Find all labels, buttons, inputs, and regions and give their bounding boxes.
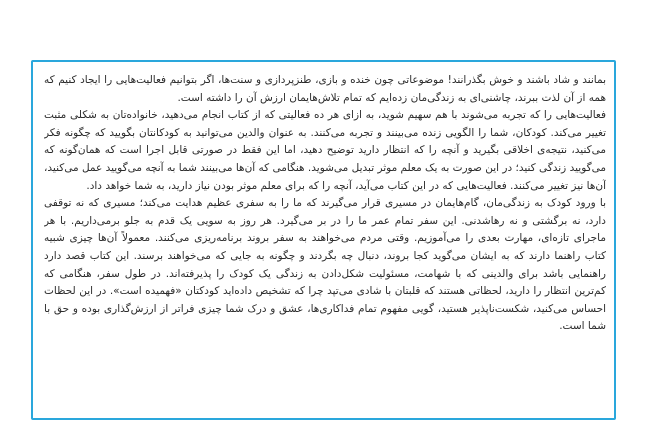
paragraph-journey: با ورود کودک به زندگی‌مان، گام‌هایمان در مسیری قرار می‌گیرند که ما را به سفری عظیم هدایت می‌کند؛ مسیری که نه توقفی دارد، نه برگشتی و نه رهاشدنی. این سفر تمام عمر ما را در بر می‌گیرد. هر روز به سویی یک قدم به جلو برمی‌داریم. با هر ماجرای تازه‌ای، مهارت بعدی را می‌آموزیم. وقتی مردم می‌خواهند به سفر بروند برنامه‌ریزی می‌کنند. معمولاً آن‌ها چیزی شبیه کتاب راهنما دارند که به ایشان می‌گوید کجا بروند، دنبال چه بگردند و چگونه به جایی که می‌خواهند برسند. این کتاب قصد دارد راهنمایی باشد برای والدینی که با شهامت، مسئولیت شکل‌دادن به زندگی یک کودک را پذیرفته‌اند. در طول سفر، هنگامی که کم‌ترین انتظار را دارید، لحظاتی هستند که قلبتان با شادی می‌تپد چرا که تشخیص داده‌اید کودکتان «فهمیده است». در این لحظات احساس می‌کنید، شکست‌ناپذیر هستید، گویی مفهوم تمام فداکاری‌ها، عشق و درک شما چیزی فراتر از ارزش‌گذاری بوده و حق با شما است. bbox=[44, 197, 606, 333]
paragraph-shared-activities: فعالیت‌هایی را که تجربه می‌شوند با هم سهیم شوید، به ازای هر ده فعالیتی که از کتاب انجام می‌دهید، خانواده‌تان به شکلی مثبت تغییر می‌کند. کودکان، شما را الگویی زنده می‌بینند و تجربه می‌کنند. به عنوان والدین می‌توانید به کودکانتان بگویید که چگونه فکر می‌کنید، نتیجه‌ی اخلاقی بگیرید و آنچه را که انتظار دارید توضیح دهید، اما این فقط در صورتی قابل اجرا است که همان‌گونه که می‌گویید زندگی کنید؛ در این صورت به یک معلم موثر تبدیل می‌شوید. هنگامی که آن‌ها می‌بینند شما به آنچه می‌گویید عمل می‌کنید، آن‌ها نیز تغییر می‌کنند. فعالیت‌هایی که در این کتاب می‌آید، آنچه را که برای معلم موثر بودن نیاز دارید، به شما خواهد داد. bbox=[44, 109, 606, 192]
paragraph-intro: بمانند و شاد باشند و خوش بگذرانند! موضوعاتی چون خنده و بازی، طنزپردازی و سنت‌ها، اگر بتوانیم فعالیت‌هایی را ایجاد کنیم که همه از آن لذت ببرند، چاشنی‌ای به زندگی‌مان زده‌ایم که تمام تلاش‌هایمان ارزش آن را داشته است. bbox=[44, 74, 606, 104]
document-body bbox=[44, 72, 606, 412]
